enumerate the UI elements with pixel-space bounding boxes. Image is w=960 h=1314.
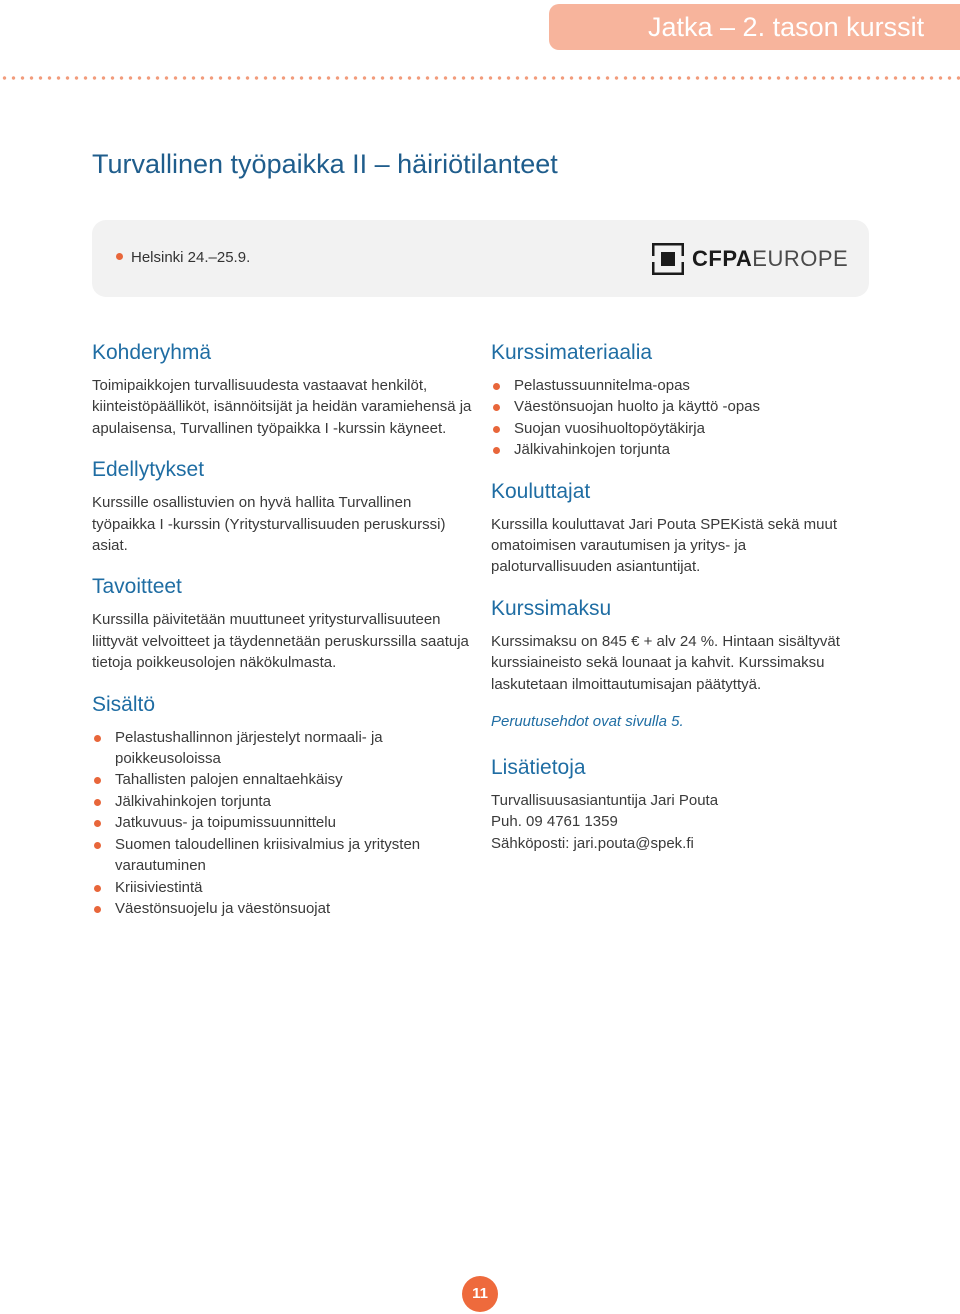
- list-item: Suomen taloudellinen kriisivalmius ja yritysten varautuminen: [92, 834, 472, 877]
- cfpa-europe-logo: [652, 242, 848, 276]
- list-item: Väestönsuojan huolto ja käyttö -opas: [491, 396, 871, 417]
- page-number-badge: [462, 1276, 498, 1312]
- text-kohderyhma: Toimipaikkojen turvallisuudesta vastaavat henkilöt, kiinteistöpäälliköt, isännöitsijät ja heidän varamiehensä ja apulaisensa, Turvallinen työpaikka I -kurssin käyneet.: [92, 377, 472, 437]
- contact-email: Sähköposti: jari.pouta@spek.fi: [491, 834, 694, 852]
- heading-tavoitteet: Tavoitteet: [92, 575, 182, 599]
- kurssimateriaalia-list: [491, 375, 871, 461]
- sisalto-list: [92, 727, 472, 920]
- bullet-icon: [116, 253, 123, 260]
- course-info-box: [92, 220, 869, 297]
- section-edellytykset: [92, 455, 472, 556]
- section-kouluttajat: [491, 477, 871, 578]
- section-tavoitteet: [92, 572, 472, 673]
- heading-edellytykset: Edellytykset: [92, 458, 205, 482]
- section-header-tab: [549, 4, 960, 50]
- dotted-divider: [0, 76, 960, 80]
- list-item: Tahallisten palojen ennaltaehkäisy: [92, 769, 472, 790]
- list-item: Jälkivahinkojen torjunta: [491, 439, 871, 460]
- text-kurssimaksu: Kurssimaksu on 845 € + alv 24 %. Hintaan sisältyvät kurssiaineisto sekä lounaat ja kahvit. Kurssimaksu laskutetaan ilmoittautumisajan päätyttyä.: [491, 632, 840, 693]
- text-tavoitteet: Kurssilla päivitetään muuttuneet yritysturvallisuuteen liittyvät velvoitteet ja täydennetään peruskurssilla saatuja tietoja poikkeusolojen näkökulmasta.: [92, 611, 469, 672]
- heading-kouluttajat: Kouluttajat: [491, 479, 591, 503]
- right-column: [491, 338, 871, 870]
- section-lisatietoja: [491, 753, 871, 854]
- course-date-location: [116, 248, 250, 268]
- list-item: Kriisiviestintä: [92, 877, 472, 898]
- list-item: Jatkuvuus- ja toipumissuunnittelu: [92, 812, 472, 833]
- cancellation-terms-note: Peruutusehdot ovat sivulla 5.: [491, 713, 684, 731]
- list-item: Jälkivahinkojen torjunta: [92, 791, 472, 812]
- heading-kurssimateriaalia: Kurssimateriaalia: [491, 341, 653, 364]
- contact-phone: Puh. 09 4761 1359: [491, 813, 618, 831]
- left-column: [92, 338, 472, 935]
- list-item: Suojan vuosihuoltopöytäkirja: [491, 418, 871, 439]
- section-kurssimateriaalia: [491, 338, 871, 461]
- heading-kohderyhma: Kohderyhmä: [92, 341, 212, 364]
- heading-kurssimaksu: Kurssimaksu: [491, 596, 612, 620]
- page-number: 11: [472, 1285, 488, 1302]
- logo-text-light: EUROPE: [752, 246, 849, 271]
- contact-name: Turvallisuusasiantuntija Jari Pouta: [491, 792, 719, 810]
- heading-sisalto: Sisältö: [92, 692, 156, 716]
- section-kohderyhma: [92, 338, 472, 439]
- list-item: Pelastushallinnon järjestelyt normaali- ja poikkeusoloissa: [92, 727, 472, 770]
- text-edellytykset: Kurssille osallistuvien on hyvä hallita Turvallinen työpaikka I -kurssin (Yritysturvallisuuden peruskurssi) asiat.: [92, 494, 446, 555]
- logo-text-bold: CFPA: [692, 246, 753, 271]
- cfpa-logo-icon: [652, 243, 684, 275]
- text-kouluttajat: Kurssilla kouluttavat Jari Pouta SPEKistä sekä muut omatoimisen varautumisen ja yritys- ja paloturvallisuuden asiantuntijat.: [491, 515, 837, 576]
- course-date-text: Helsinki 24.–25.9.: [131, 249, 251, 266]
- page-title: Turvallinen työpaikka II – häiriötilanteet: [92, 149, 558, 179]
- section-kurssimaksu: [491, 594, 871, 695]
- section-sisalto: [92, 690, 472, 920]
- list-item: Pelastussuunnitelma-opas: [491, 375, 871, 396]
- list-item: Väestönsuojelu ja väestönsuojat: [92, 898, 472, 919]
- section-header-title: Jatka – 2. tason kurssit: [648, 12, 925, 42]
- heading-lisatietoja: Lisätietoja: [491, 756, 586, 780]
